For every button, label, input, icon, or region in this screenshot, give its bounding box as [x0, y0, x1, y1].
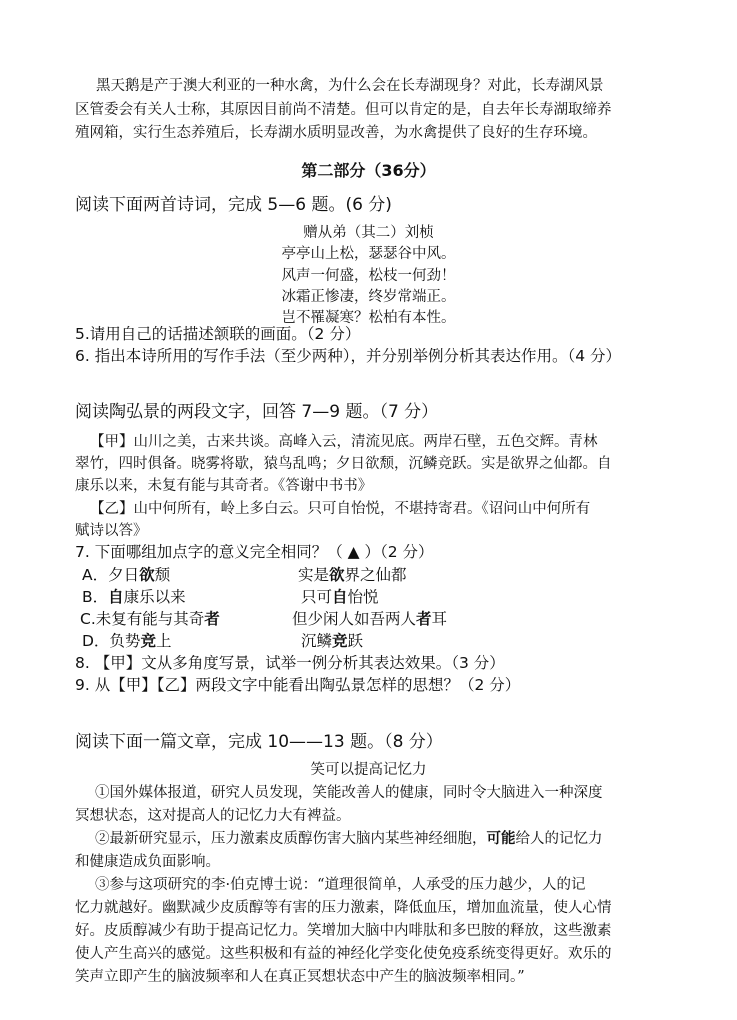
tao-instruction: 阅读陶弘景的两段文字，回答 7—9 题。（7 分） [75, 402, 439, 422]
question-7: 7. 下面哪组加点字的意义完全相同？（ ▲ ）（2 分） [75, 543, 434, 561]
article-p2-line-1: ②最新研究显示，压力激素皮质醇伤害大脑内某些神经细胞，可能给人的记忆力 [95, 830, 603, 847]
question-6: 6. 指出本诗所用的写作手法（至少两种），并分别举例分析其表达作用。（4 分） [75, 347, 622, 365]
poem-line-1: 亭亭山上松，瑟瑟谷中风。 [281, 246, 456, 262]
poem-line-4: 岂不罹凝寒？松柏有本性。 [281, 310, 456, 326]
option-d-right: 沉鳞竞跃 [301, 632, 364, 650]
passage-yi-line-2: 赋诗以答》 [75, 523, 148, 539]
option-b-left: B．自康乐以来 [82, 588, 186, 606]
part-two-heading: 第二部分（36分） [301, 161, 436, 180]
question-5: 5.请用自己的话描述颔联的画面。（2 分） [75, 325, 361, 343]
article-p3-line-2: 忆力就越好。幽默减少皮质醇等有害的压力激素，降低血压，增加血流量，使人心情 [75, 900, 612, 916]
option-c-right: 但少闲人如吾两人者耳 [292, 610, 448, 628]
option-a-left: A．夕日欲颓 [82, 566, 171, 584]
article-p2-line-2: 和健康造成负面影响。 [75, 854, 220, 870]
article-p3-line-5: 笑声立即产生的脑波频率和人在真正冥想状态中产生的脑波频率相同。” [75, 969, 525, 985]
question-8: 8. 【甲】文从多角度写景，试举一例分析其表达效果。（3 分） [75, 654, 505, 672]
poem-line-3: 冰霜正惨凄，终岁常端正。 [281, 289, 456, 305]
option-a-right: 实是欲界之仙都 [298, 566, 407, 584]
option-d-left: D．负势竞上 [82, 632, 172, 650]
article-instruction: 阅读下面一篇文章，完成 10——13 题。（8 分） [75, 732, 443, 752]
intro-line-3: 殖网箱，实行生态养殖后，长寿湖水质明显改善，为水禽提供了良好的生存环境。 [75, 125, 597, 141]
article-p3-line-3: 好。皮质醇减少有助于提高记忆力。笑增加大脑中内啡肽和多巴胺的释放，这些激素 [75, 923, 612, 939]
passage-jia-line-3: 康乐以来，未复有能与其奇者。《答谢中书书》 [75, 478, 373, 494]
intro-line-2: 区管委会有关人士称，其原因目前尚不清楚。但可以肯定的是，自去年长寿湖取缔养 [75, 102, 612, 118]
poem-title: 赠从弟（其二）刘桢 [303, 225, 434, 241]
intro-line-1: 黑天鹅是产于澳大利亚的一种水禽，为什么会在长寿湖现身？对此，长寿湖风景 [96, 78, 604, 94]
article-p3-line-1: ③参与这项研究的李·伯克博士说：“道理很简单，人承受的压力越少，人的记 [95, 877, 586, 893]
article-p1-line-2: 冥想状态，这对提高人的记忆力大有裨益。 [75, 808, 351, 824]
article-p3-line-4: 使人产生高兴的感觉。这些积极和有益的神经化学变化使免疫系统变得更好。欢乐的 [75, 946, 612, 962]
passage-yi-line-1: 【乙】山中何所有，岭上多白云。只可自怡悦，不堪持寄君。《诏问山中何所有 [90, 501, 591, 517]
article-p1-line-1: ①国外媒体报道，研究人员发现，笑能改善人的健康，同时令大脑进入一种深度 [95, 785, 603, 801]
passage-jia-line-2: 翠竹，四时俱备。晓雾将歇，猿鸟乱鸣；夕日欲颓，沉鳞竞跃。实是欲界之仙都。自 [75, 456, 612, 472]
option-b-right: 只可自怡悦 [301, 588, 379, 606]
poem-line-2: 风声一何盛，松枝一何劲！ [281, 268, 456, 284]
article-title: 笑可以提高记忆力 [310, 762, 427, 778]
poem-instruction: 阅读下面两首诗词，完成 5—6 题。(6 分) [75, 195, 392, 215]
question-9: 9. 从【甲】【乙】两段文字中能看出陶弘景怎样的思想？（2 分） [75, 676, 521, 694]
option-c-left: C.未复有能与其奇者 [80, 610, 220, 628]
passage-jia-line-1: 【甲】山川之美，古来共谈。高峰入云，清流见底。两岸石壁，五色交辉。青林 [90, 434, 598, 450]
